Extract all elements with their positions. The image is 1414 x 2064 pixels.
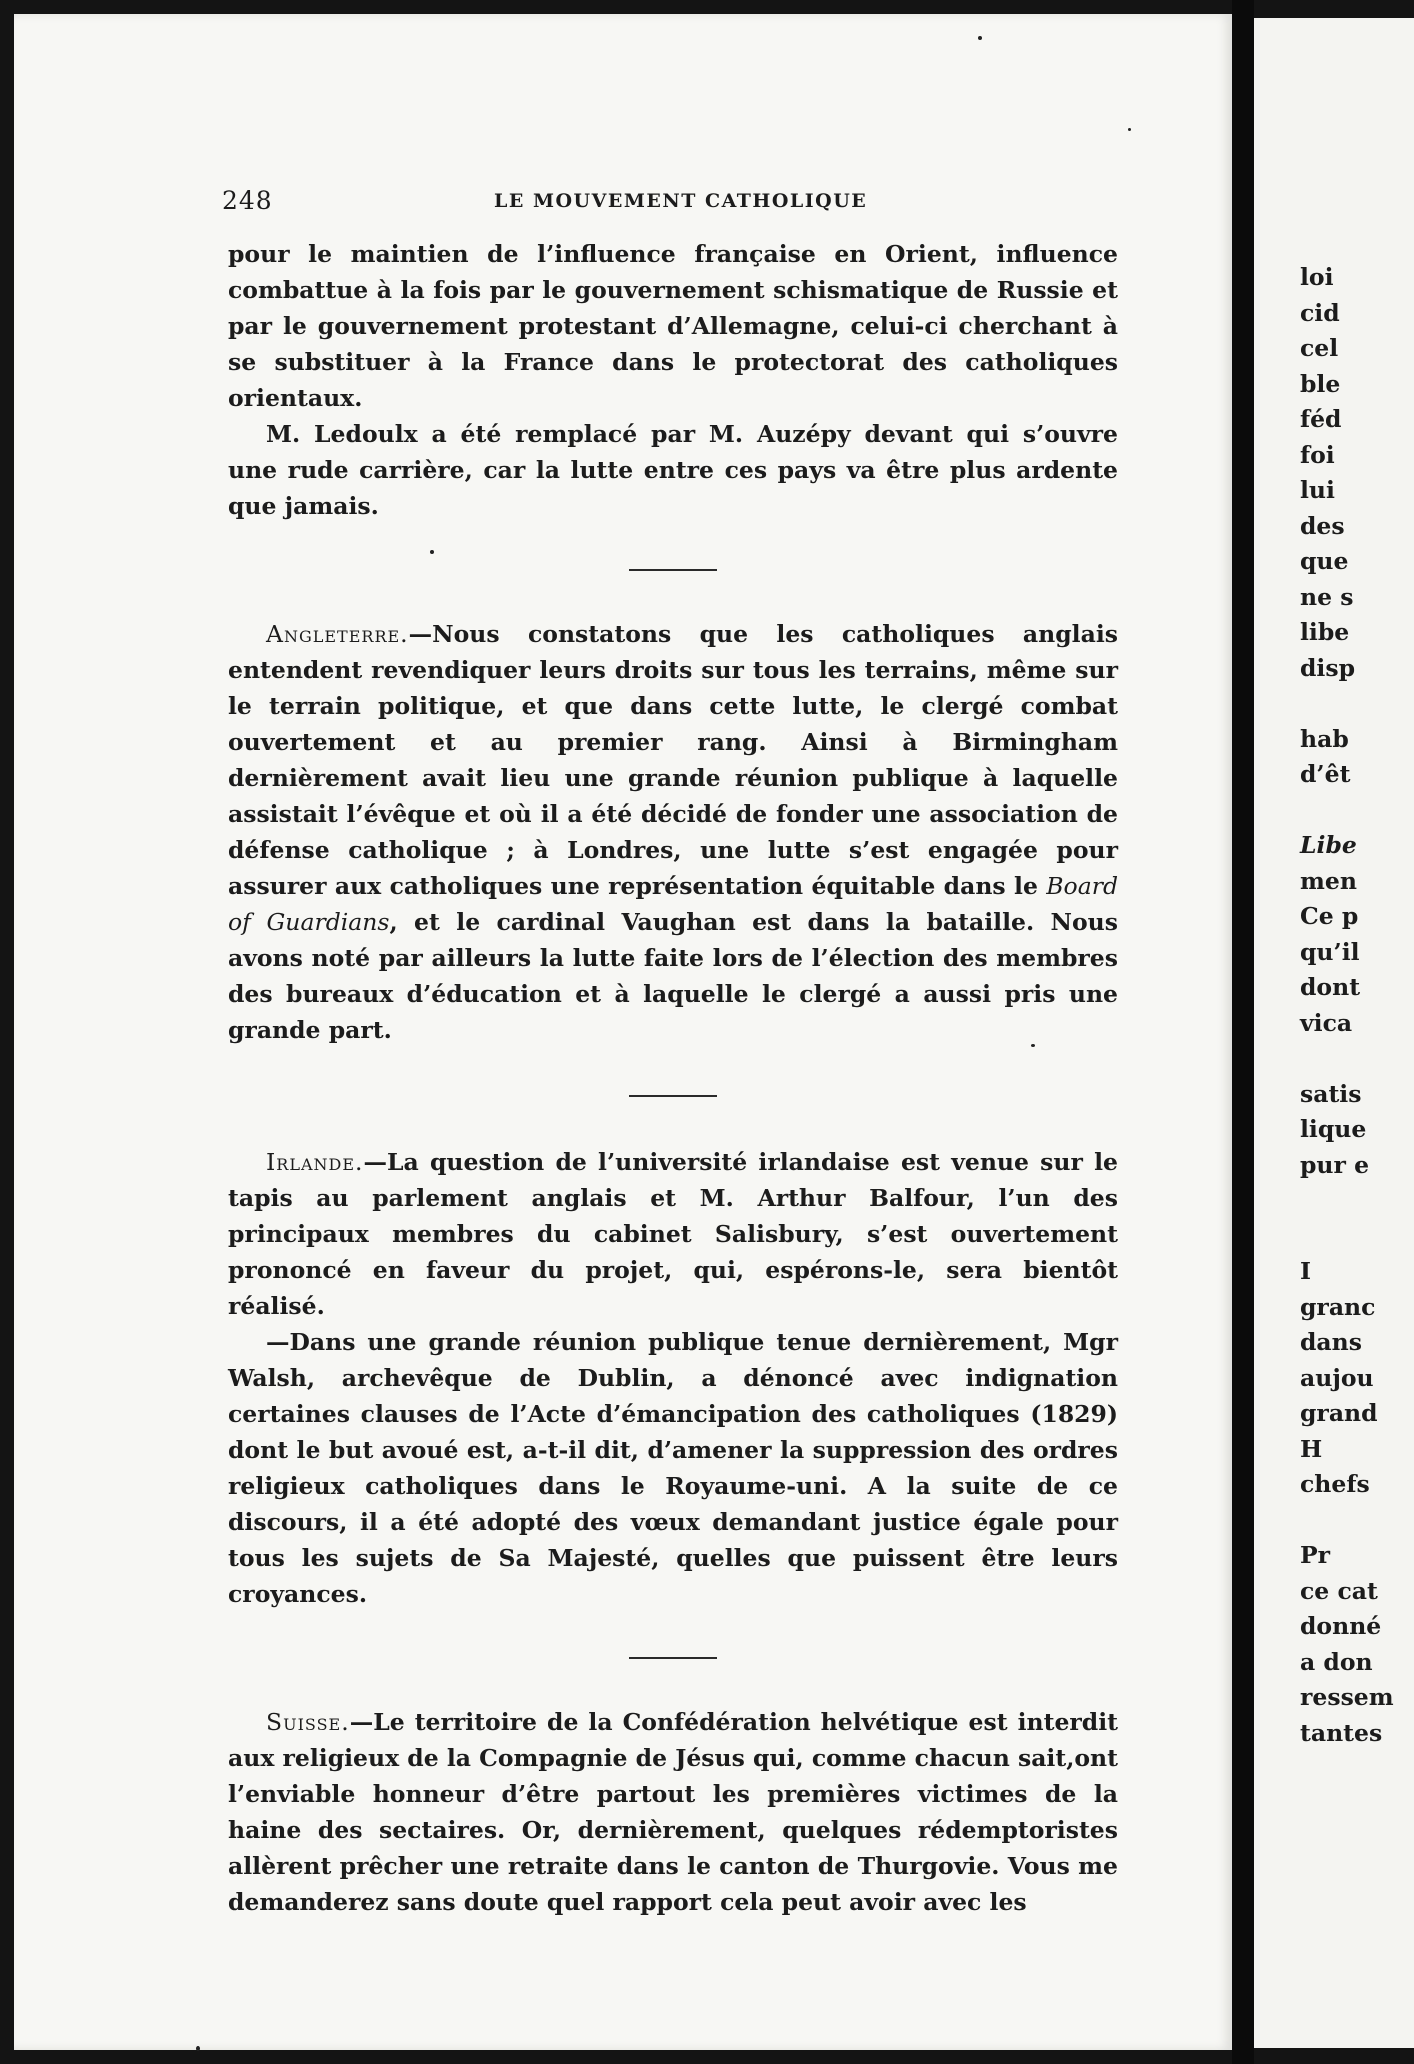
facing-page-line: loi <box>1300 263 1334 291</box>
facing-page-line: disp <box>1300 653 1356 682</box>
facing-page-line: I <box>1300 1257 1311 1285</box>
paragraph-orient: pour le maintien de l’influence française en Orient, influence combattue à la fois par le gouvernement schismatique de Russie et par le gouvernement protestant d’Allemagne, celui-ci cherchant à se substituer à la France dans le protectorat des catholiques orientaux. <box>228 240 1118 412</box>
page-number: 248 <box>222 186 273 215</box>
angleterre-text-a: —Nous constatons que les catholiques anglais entendent revendiquer leurs droits sur tous les terrains, même sur le terrain politique, et que dans cette lutte, le clergé combat ouvertement et au premier rang. Ainsi à Birmingham dernièrement avait lieu une grande réunion publique à laquelle assistait l’évêque et où il a été décidé de fonder une association de défense catholique ; à Londres, une lutte s’est engagée pour assurer aux catholiques une représentation équitable dans le <box>228 620 1118 900</box>
facing-page-line <box>1300 793 1410 829</box>
facing-page-line: ble <box>1300 369 1341 398</box>
angleterre-text-b: , et le cardinal Vaughan est dans la bataille. Nous avons noté par ailleurs la lutte faite lors de l’élection des membres des bureaux d’éducation et à laquelle le clergé a aussi pris une grande part. <box>228 908 1119 1044</box>
scan-speck <box>196 2046 200 2051</box>
paragraph-irlande <box>228 1144 1118 1324</box>
facing-page-line: ressem <box>1300 1683 1394 1711</box>
paragraph-suisse <box>228 1704 1118 1920</box>
facing-page-line: féd <box>1300 405 1342 433</box>
page-header <box>222 186 1126 220</box>
section-divider <box>228 1612 1118 1704</box>
facing-page-line: granc <box>1300 1292 1376 1321</box>
scan-speck <box>978 36 982 40</box>
facing-page-line <box>1300 1503 1410 1539</box>
facing-page-line: tantes <box>1300 1718 1383 1747</box>
facing-page-fragments <box>1300 260 1410 1751</box>
section-heading-suisse: Suisse. <box>266 1708 350 1736</box>
divider-rule <box>629 569 717 571</box>
facing-page-line: grand <box>1300 1399 1378 1427</box>
facing-page-line: lui <box>1300 476 1335 504</box>
facing-page-line <box>1300 686 1410 722</box>
section-heading-irlande: Irlande. <box>266 1148 364 1176</box>
paragraph-angleterre <box>228 616 1118 1048</box>
facing-page-line <box>1300 1219 1410 1255</box>
facing-page-line: cid <box>1300 298 1340 327</box>
divider-rule <box>629 1657 717 1659</box>
page-body <box>228 236 1118 1920</box>
facing-page-line: chefs <box>1300 1470 1370 1498</box>
section-heading-angleterre: Angleterre. <box>266 620 409 648</box>
facing-page-line: dans <box>1300 1328 1362 1356</box>
facing-page-line: vica <box>1300 1008 1353 1037</box>
paragraph-ledoulx: M. Ledoulx a été remplacé par M. Auzépy devant qui s’ouvre une rude carrière, car la lutte entre ces pays va être plus ardente que jamais. <box>228 420 1118 520</box>
scan-speck <box>1031 1044 1035 1047</box>
irlande-text: —La question de l’université irlandaise est venue sur le tapis au parlement anglais et M. Arthur Balfour, l’un des principaux membres du cabinet Salisbury, s’est ouvertement prononcé en faveur du projet, qui, espérons-le, sera bientôt réalisé. <box>228 1148 1118 1320</box>
facing-page-line: Pr <box>1300 1541 1331 1569</box>
facing-page-line: Libe <box>1300 831 1357 859</box>
facing-page-line: a don <box>1300 1647 1373 1676</box>
facing-page-line: cel <box>1300 334 1339 362</box>
facing-page-line: satis <box>1300 1079 1362 1108</box>
paragraph-walsh: —Dans une grande réunion publique tenue dernièrement, Mgr Walsh, archevêque de Dublin, a dénoncé avec indignation certaines clauses de l’Acte d’émancipation des catholiques (1829) dont le but avoué est, a-t-il dit, d’amener la suppression des ordres religieux catholiques dans le Royaume-uni. A la suite de ce discours, il a été adopté des vœux demandant justice égale pour tous les sujets de Sa Majesté, quelles que puissent être leurs croyances. <box>228 1328 1118 1608</box>
facing-page-line: que <box>1300 547 1349 575</box>
suisse-text: —Le territoire de la Confédération helvétique est interdit aux religieux de la Compagnie de Jésus qui, comme chacun sait,ont l’enviable honneur d’être partout les premières victimes de la haine des sectaires. Or, dernièrement, quelques rédemptoristes allèrent prêcher une retraite dans le canton de Thurgovie. Vous me demanderez sans doute quel rapport cela peut avoir avec les <box>228 1708 1118 1916</box>
section-divider <box>228 1048 1118 1144</box>
facing-page-line: ce cat <box>1300 1576 1378 1605</box>
facing-page-line: lique <box>1300 1115 1367 1143</box>
facing-page-line: Ce p <box>1300 902 1359 930</box>
scan-speck <box>430 550 434 554</box>
section-divider <box>228 524 1118 616</box>
facing-page-line: libe <box>1300 618 1350 646</box>
facing-page-line: H <box>1300 1434 1323 1463</box>
facing-page-line: men <box>1300 866 1357 895</box>
facing-page-line <box>1300 1183 1410 1219</box>
facing-page-line: pur e <box>1300 1150 1370 1179</box>
facing-page-line: dont <box>1300 973 1361 1001</box>
board-of-guardians-italic: Board of Guardians <box>228 872 1118 936</box>
facing-page-line: d’êt <box>1300 760 1351 788</box>
facing-page-line: ne s <box>1300 582 1354 611</box>
book-gutter <box>1232 0 1254 2064</box>
facing-page-line: des <box>1300 511 1345 540</box>
facing-page-line: donné <box>1300 1612 1382 1640</box>
facing-page-line <box>1300 1041 1410 1077</box>
facing-page-line: qu’il <box>1300 937 1360 966</box>
divider-rule <box>629 1095 717 1097</box>
facing-page-line: hab <box>1300 724 1349 753</box>
running-title: LE MOUVEMENT CATHOLIQUE <box>494 190 868 212</box>
facing-page-line: foi <box>1300 440 1335 469</box>
scan-speck <box>1128 128 1131 131</box>
facing-page-line: aujou <box>1300 1363 1374 1392</box>
